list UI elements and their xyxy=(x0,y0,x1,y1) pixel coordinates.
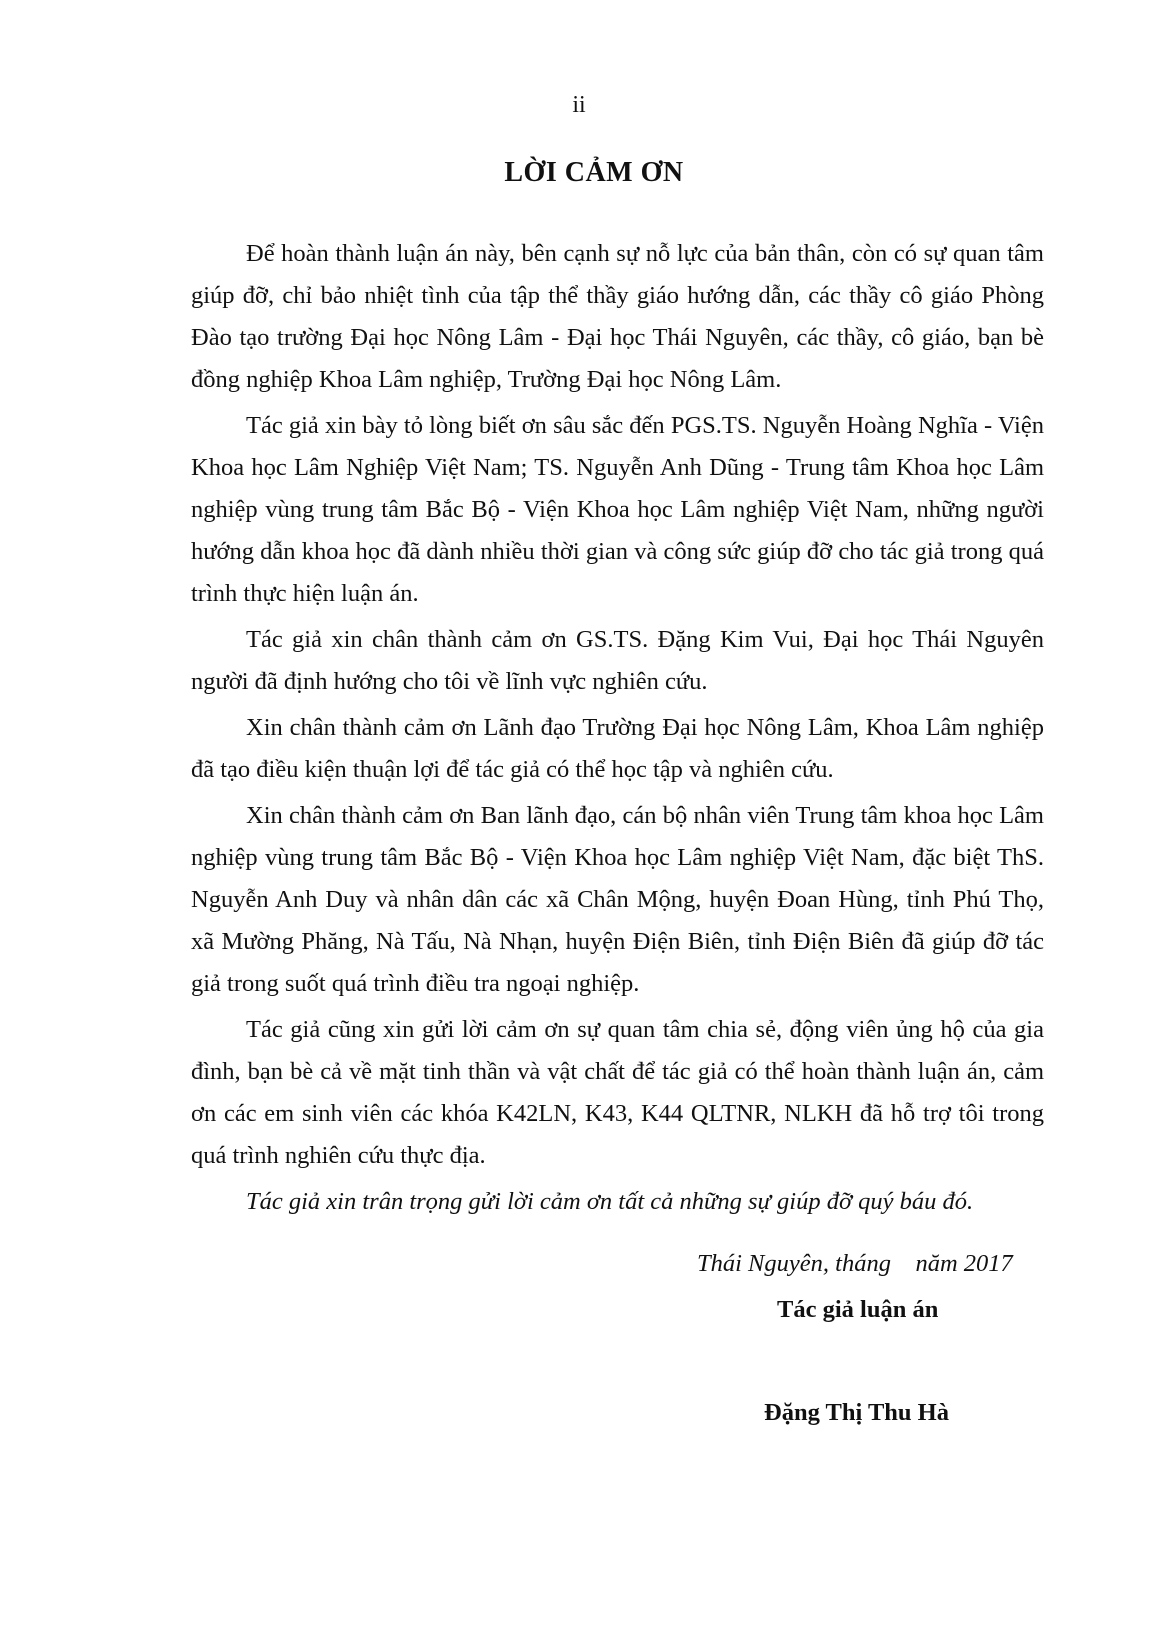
paragraph-6: Tác giả cũng xin gửi lời cảm ơn sự quan tâm chia sẻ, động viên ủng hộ của gia đình, bạn bè cả về mặt tinh thần và vật chất để tác giả có thể hoàn thành luận án, cảm ơn các em sinh viên các khóa K42LN, K43, K44 QLTNR, NLKH đã hỗ trợ tôi trong quá trình nghiên cứu thực địa. xyxy=(191,1016,1044,1169)
paragraph-5: Xin chân thành cảm ơn Ban lãnh đạo, cán bộ nhân viên Trung tâm khoa học Lâm nghiệp vùng trung tâm Bắc Bộ - Viện Khoa học Lâm nghiệp Việt Nam, đặc biệt ThS. Nguyễn Anh Duy và nhân dân các xã Chân Mộng, huyện Đoan Hùng, tỉnh Phú Thọ, xã Mường Phăng, Nà Tấu, Nà Nhạn, huyện Điện Biên, tỉnh Điện Biên đã giúp đỡ tác giả trong suốt quá trình điều tra ngoại nghiệp. xyxy=(191,802,1044,997)
paragraph-4: Xin chân thành cảm ơn Lãnh đạo Trường Đại học Nông Lâm, Khoa Lâm nghiệp đã tạo điều kiện thuận lợi để tác giả có thể học tập và nghiên cứu. xyxy=(191,714,1044,783)
place-and-date: Thái Nguyên, tháng năm 2017 xyxy=(697,1250,1013,1277)
author-role: Tác giả luận án xyxy=(777,1296,939,1323)
paragraph-2: Tác giả xin bày tỏ lòng biết ơn sâu sắc đến PGS.TS. Nguyễn Hoàng Nghĩa - Viện Khoa học Lâm Nghiệp Việt Nam; TS. Nguyễn Anh Dũng - Trung tâm Khoa học Lâm nghiệp vùng trung tâm Bắc Bộ - Viện Khoa học Lâm nghiệp Việt Nam, những người hướng dẫn khoa học đã dành nhiều thời gian và công sức giúp đỡ cho tác giả trong quá trình thực hiện luận án. xyxy=(191,412,1044,607)
page-number: ii xyxy=(572,92,586,118)
closing-sentence: Tác giả xin trân trọng gửi lời cảm ơn tất cả những sự giúp đỡ quý báu đó. xyxy=(246,1188,974,1215)
paragraph-3: Tác giả xin chân thành cảm ơn GS.TS. Đặng Kim Vui, Đại học Thái Nguyên người đã định hướng cho tôi về lĩnh vực nghiên cứu. xyxy=(191,626,1044,695)
page-title: LỜI CẢM ƠN xyxy=(504,157,684,188)
acknowledgement-body xyxy=(191,233,1044,1227)
paragraph-1: Để hoàn thành luận án này, bên cạnh sự nỗ lực của bản thân, còn có sự quan tâm giúp đỡ, chỉ bảo nhiệt tình của tập thể thầy giáo hướng dẫn, các thầy cô giáo Phòng Đào tạo trường Đại học Nông Lâm - Đại học Thái Nguyên, các thầy, cô giáo, bạn bè đồng nghiệp Khoa Lâm nghiệp, Trường Đại học Nông Lâm. xyxy=(191,240,1044,393)
author-name: Đặng Thị Thu Hà xyxy=(764,1399,949,1426)
